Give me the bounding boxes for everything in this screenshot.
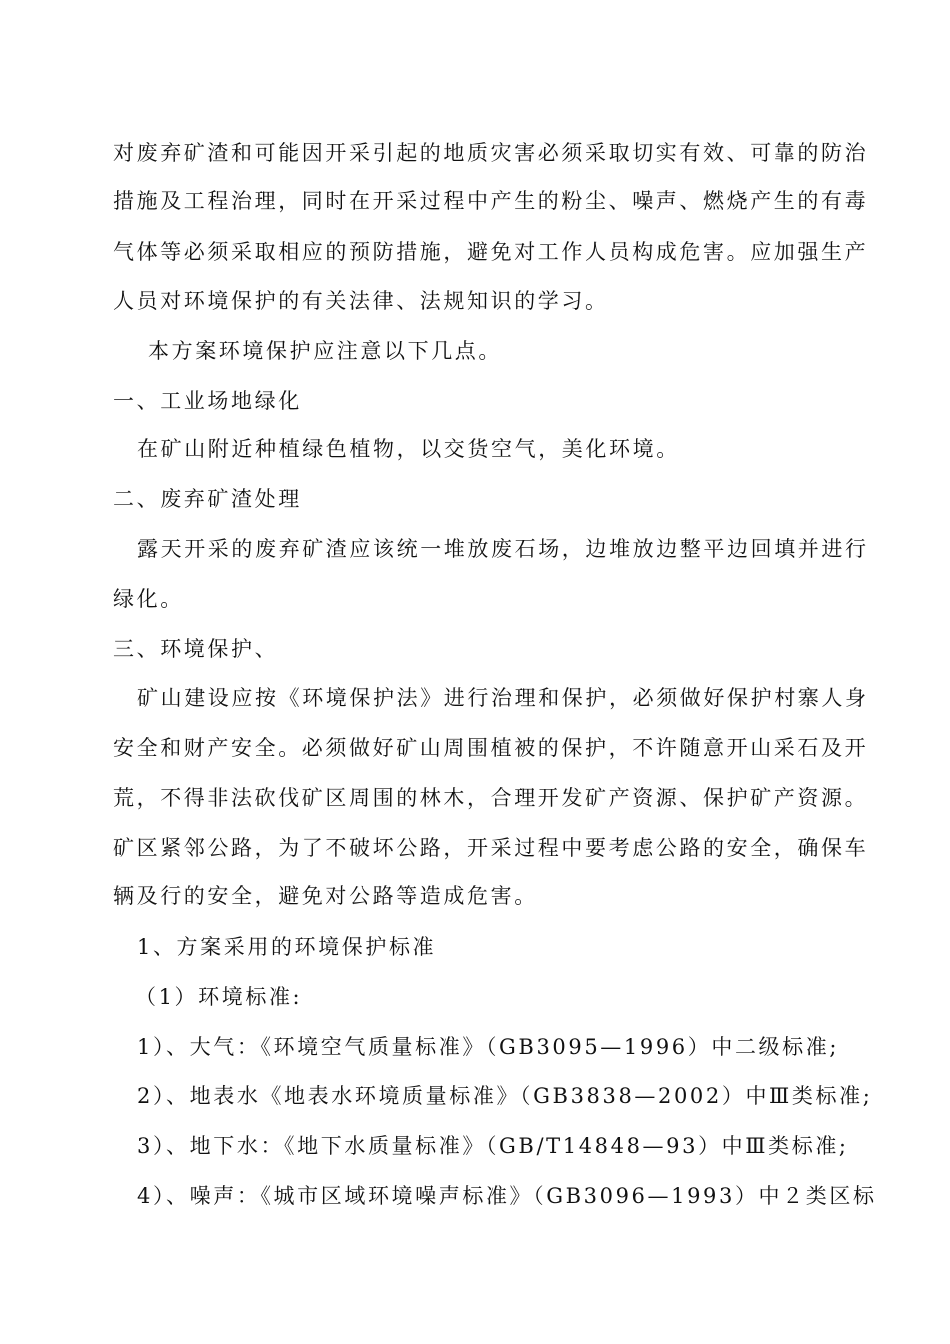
intro-note: 本方案环境保护应注意以下几点。	[148, 339, 502, 363]
section-body-line: 露天开采的废弃矿渣应该统一堆放废石场，边堆放边整平边回填并进行	[137, 537, 869, 561]
section-body-line: 矿区紧邻公路，为了不破坏公路，开采过程中要考虑公路的安全，确保车	[113, 836, 869, 860]
paragraph-line: 措施及工程治理，同时在开采过程中产生的粉尘、噪声、燃烧产生的有毒	[113, 189, 869, 213]
section-body-line: 绿化。	[113, 587, 184, 611]
section-body-line: 辆及行的安全，避免对公路等造成危害。	[113, 884, 538, 908]
section-body-line: 荒，不得非法砍伐矿区周围的林木，合理开发矿产资源、保护矿产资源。	[113, 786, 869, 810]
paragraph-line: 对废弃矿渣和可能因开采引起的地质灾害必须采取切实有效、可靠的防治	[113, 141, 869, 165]
standard-item: 4）、噪声：《城市区域环境噪声标准》（GB3096—1993）中２类区标	[137, 1184, 877, 1208]
standards-title: 1、方案采用的环境保护标准	[137, 935, 437, 959]
section-body-line: 矿山建设应按《环境保护法》进行治理和保护，必须做好保护村寨人身	[137, 686, 869, 710]
section-heading: 二、废弃矿渣处理	[113, 487, 302, 511]
standards-subtitle: （1）环境标准:	[135, 985, 303, 1009]
section-body: 在矿山附近种植绿色植物，以交货空气，美化环境。	[137, 437, 680, 461]
section-heading: 三、环境保护、	[113, 637, 279, 661]
standard-item: 3）、地下水：《地下水质量标准》（GB/T14848—93）中Ⅲ类标准;	[137, 1134, 849, 1158]
section-body-line: 安全和财产安全。必须做好矿山周围植被的保护，不许随意开山采石及开	[113, 736, 869, 760]
standard-item: 2）、地表水《地表水环境质量标准》（GB3838—2002）中Ⅲ类标准;	[137, 1084, 873, 1108]
paragraph-line: 人员对环境保护的有关法律、法规知识的学习。	[113, 289, 609, 313]
paragraph-line: 气体等必须采取相应的预防措施，避免对工作人员构成危害。应加强生产	[113, 240, 869, 264]
section-heading: 一、工业场地绿化	[113, 389, 302, 413]
standard-item: 1）、大气：《环境空气质量标准》（GB3095—1996）中二级标准;	[137, 1035, 840, 1059]
